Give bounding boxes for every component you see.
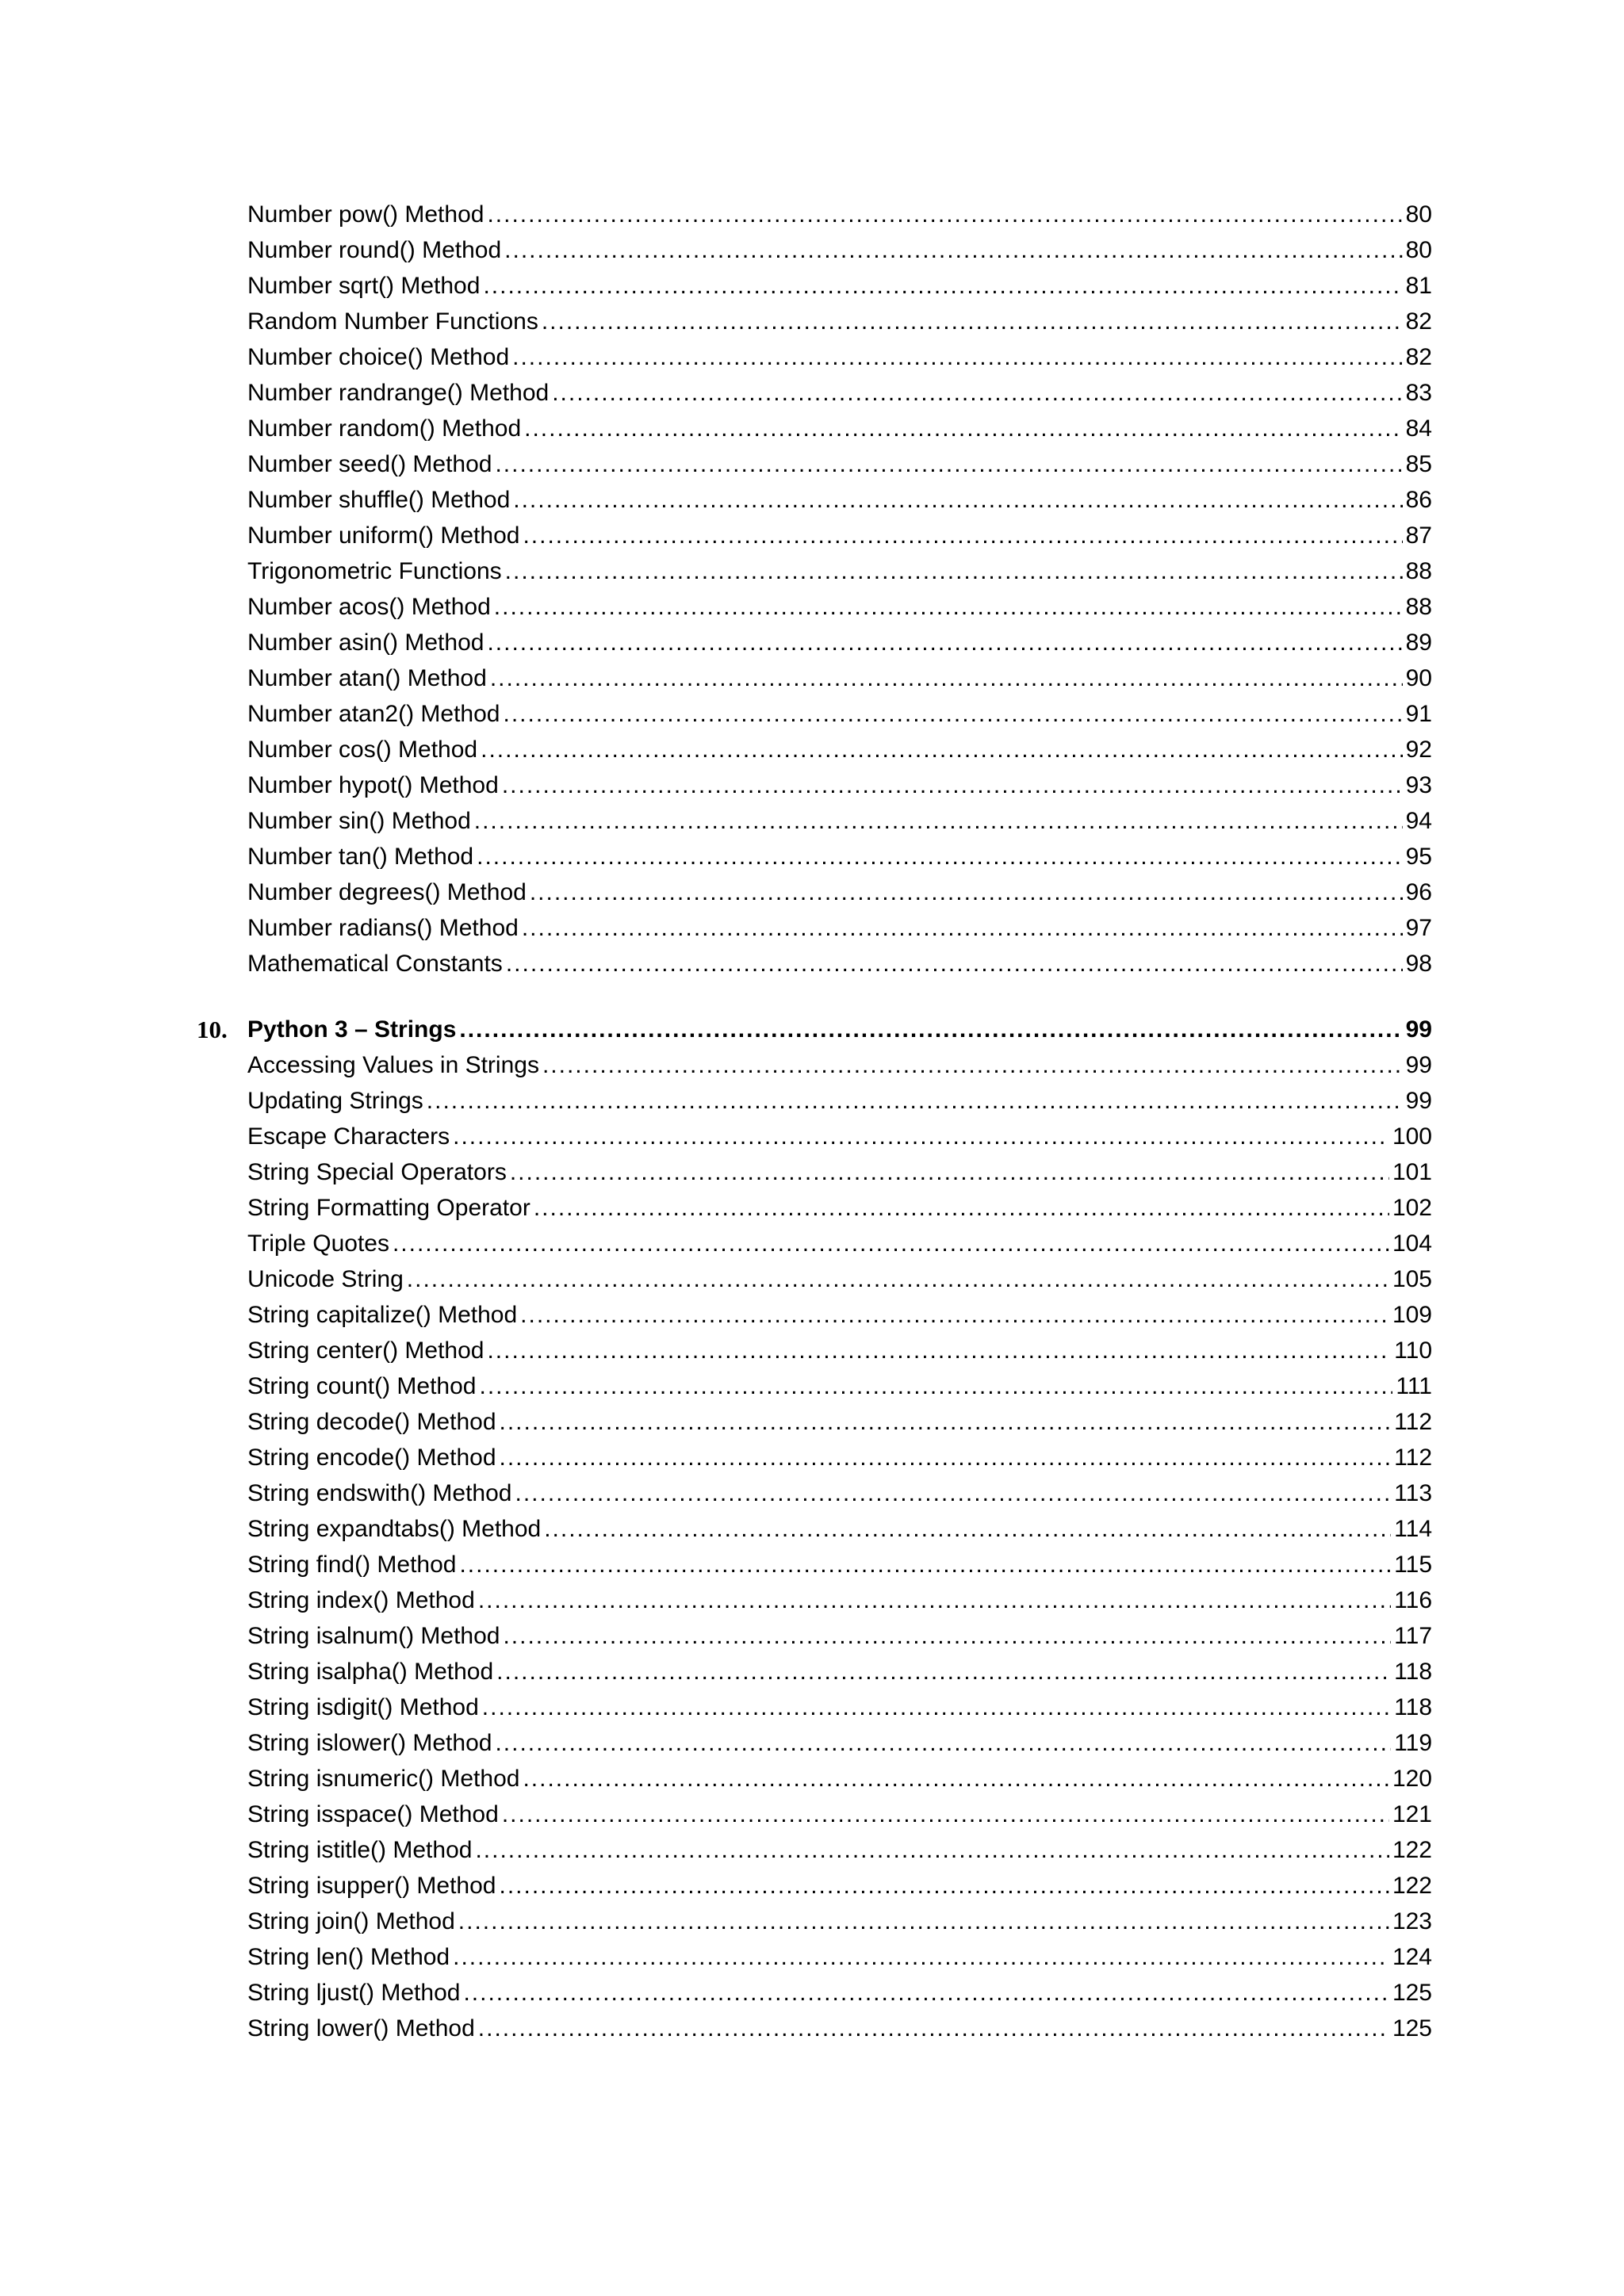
toc-entry-page-number: 100 [1392, 1123, 1432, 1150]
toc-entry[interactable] [197, 625, 1432, 660]
dot-leader [482, 1689, 1391, 1725]
toc-entry[interactable] [197, 1226, 1432, 1261]
toc-entry-page-number: 91 [1405, 701, 1432, 727]
toc-entry-title: String center() Method [247, 1337, 485, 1364]
toc-entry[interactable] [197, 874, 1432, 910]
dot-leader [490, 660, 1403, 696]
dot-leader [496, 1654, 1391, 1689]
toc-entry-title: String islower() Method [247, 1730, 492, 1756]
dot-leader [552, 375, 1402, 411]
chapter-number: 10. [197, 1016, 228, 1043]
toc-entry-title: String find() Method [247, 1552, 457, 1578]
toc-entry[interactable] [197, 1547, 1432, 1582]
toc-entry-title: Number randrange() Method [247, 380, 550, 406]
toc-entry-title: String ljust() Method [247, 1980, 461, 2006]
toc-entry-page-number: 86 [1405, 487, 1432, 513]
dot-leader [463, 1975, 1389, 2011]
toc-entry-page-number: 101 [1392, 1159, 1432, 1185]
toc-entry-page-number: 82 [1405, 308, 1432, 335]
dot-leader [515, 1475, 1392, 1511]
toc-entry[interactable] [197, 767, 1432, 803]
toc-entry-page-number: 114 [1394, 1516, 1432, 1542]
toc-entry-title: Updating Strings [247, 1088, 423, 1114]
toc-entry-page-number: 123 [1392, 1908, 1432, 1934]
toc-entry[interactable] [197, 411, 1432, 446]
toc-entry[interactable] [197, 1975, 1432, 2011]
dot-leader [495, 1725, 1391, 1761]
toc-entry-title: Number hypot() Method [247, 772, 499, 798]
dot-leader [502, 1797, 1389, 1832]
toc-entry[interactable] [197, 1832, 1432, 1868]
dot-leader [513, 482, 1402, 518]
table-of-contents [197, 197, 1432, 2046]
dot-leader [542, 1047, 1403, 1083]
toc-entry[interactable] [197, 589, 1432, 625]
toc-entry-title: String lower() Method [247, 2015, 475, 2042]
toc-entry[interactable] [197, 304, 1432, 339]
toc-entry-title: Number round() Method [247, 237, 502, 263]
dot-leader [453, 1939, 1389, 1975]
toc-entry-title: String decode() Method [247, 1409, 496, 1435]
toc-entry-page-number: 112 [1394, 1445, 1432, 1471]
toc-entry[interactable] [197, 1868, 1432, 1904]
dot-leader [479, 1368, 1392, 1404]
toc-entry[interactable] [197, 1725, 1432, 1761]
dot-leader [530, 874, 1403, 910]
toc-entry-page-number: 85 [1405, 451, 1432, 477]
toc-entry-title: String count() Method [247, 1373, 477, 1399]
toc-entry[interactable] [197, 660, 1432, 696]
toc-entry-title: Number atan2() Method [247, 701, 500, 727]
toc-entry-page-number: 82 [1405, 344, 1432, 370]
toc-entry[interactable] [197, 1047, 1432, 1083]
toc-entry[interactable] [197, 1689, 1432, 1725]
toc-entry[interactable] [197, 232, 1432, 268]
dot-leader [458, 1904, 1389, 1939]
toc-entry-title: Unicode String [247, 1266, 404, 1292]
toc-entry-title: String istitle() Method [247, 1837, 473, 1863]
toc-entry[interactable] [197, 553, 1432, 589]
toc-entry-page-number: 80 [1405, 237, 1432, 263]
toc-entry-page-number: 121 [1392, 1801, 1432, 1827]
toc-entry[interactable] [197, 1475, 1432, 1511]
toc-entry-page-number: 98 [1405, 951, 1432, 977]
dot-leader [478, 1582, 1391, 1618]
toc-entry[interactable] [197, 197, 1432, 232]
dot-leader [503, 1618, 1391, 1654]
toc-entry-page-number: 117 [1394, 1623, 1432, 1649]
chapter-title: Python 3 – Strings [247, 1016, 457, 1043]
toc-entry[interactable] [197, 1261, 1432, 1297]
toc-entry-title: Random Number Functions [247, 308, 538, 335]
toc-entry-page-number: 80 [1405, 201, 1432, 228]
dot-leader [478, 2011, 1389, 2046]
toc-entry-title: Number uniform() Method [247, 522, 520, 549]
dot-leader [502, 767, 1403, 803]
dot-leader [495, 446, 1402, 482]
toc-entry-page-number: 99 [1405, 1088, 1432, 1114]
toc-entry-title: String Formatting Operator [247, 1195, 530, 1221]
toc-entry-page-number: 99 [1405, 1052, 1432, 1078]
toc-entry-title: Mathematical Constants [247, 951, 503, 977]
toc-entry[interactable] [197, 839, 1432, 874]
toc-entry-page-number: 122 [1392, 1873, 1432, 1899]
toc-entry-page-number: 88 [1405, 594, 1432, 620]
dot-leader [523, 1761, 1388, 1797]
toc-entry-title: String isspace() Method [247, 1801, 499, 1827]
toc-entry[interactable] [197, 1119, 1432, 1154]
toc-entry-page-number: 92 [1405, 737, 1432, 763]
toc-entry-title: Number seed() Method [247, 451, 492, 477]
toc-entry[interactable] [197, 1154, 1432, 1190]
toc-entry-title: Number acos() Method [247, 594, 491, 620]
dot-leader [504, 232, 1402, 268]
toc-entry-title: String Special Operators [247, 1159, 507, 1185]
toc-entry-page-number: 105 [1392, 1266, 1432, 1292]
toc-entry[interactable] [197, 1083, 1432, 1119]
toc-entry-page-number: 87 [1405, 522, 1432, 549]
toc-entry[interactable] [197, 446, 1432, 482]
dot-leader [481, 732, 1403, 767]
toc-entry-title: String encode() Method [247, 1445, 496, 1471]
dot-leader [487, 625, 1402, 660]
toc-entry-page-number: 89 [1405, 629, 1432, 656]
dot-leader [520, 1297, 1389, 1333]
toc-entry-page-number: 118 [1394, 1659, 1432, 1685]
toc-entry-page-number: 124 [1392, 1944, 1432, 1970]
toc-entry[interactable] [197, 803, 1432, 839]
toc-entry[interactable] [197, 946, 1432, 982]
chapter-page-number: 99 [1405, 1016, 1432, 1043]
toc-entry-title: String isupper() Method [247, 1873, 496, 1899]
toc-section-numbers [197, 197, 1432, 982]
toc-entry-title: String isalpha() Method [247, 1659, 494, 1685]
dot-leader [393, 1226, 1389, 1261]
toc-entry-page-number: 97 [1405, 915, 1432, 941]
toc-entry[interactable] [197, 1582, 1432, 1618]
toc-entry-page-number: 125 [1392, 1980, 1432, 2006]
toc-entry-page-number: 95 [1405, 844, 1432, 870]
dot-leader [483, 268, 1402, 304]
dot-leader [459, 1547, 1391, 1582]
toc-entry-page-number: 122 [1392, 1837, 1432, 1863]
toc-entry-title: Number sin() Method [247, 808, 471, 834]
dot-leader [505, 553, 1403, 589]
dot-leader [510, 1154, 1389, 1190]
dot-leader [512, 339, 1402, 375]
toc-entry-title: String isalnum() Method [247, 1623, 500, 1649]
dot-leader [487, 197, 1402, 232]
toc-entry[interactable] [197, 482, 1432, 518]
toc-entry-title: Number random() Method [247, 415, 522, 442]
toc-entry[interactable] [197, 339, 1432, 375]
toc-entry[interactable] [197, 1904, 1432, 1939]
toc-entry[interactable] [197, 1761, 1432, 1797]
toc-entry-page-number: 93 [1405, 772, 1432, 798]
dot-leader [477, 839, 1403, 874]
dot-leader [453, 1119, 1389, 1154]
toc-entry-title: Number degrees() Method [247, 879, 527, 905]
toc-entry-title: Trigonometric Functions [247, 558, 502, 584]
dot-leader [524, 411, 1402, 446]
toc-entry[interactable] [197, 1297, 1432, 1333]
toc-entry-page-number: 118 [1394, 1694, 1432, 1720]
toc-entry[interactable] [197, 518, 1432, 553]
dot-leader [499, 1868, 1388, 1904]
toc-entry[interactable] [197, 1511, 1432, 1547]
toc-entry-title: String isdigit() Method [247, 1694, 479, 1720]
toc-entry-title: Triple Quotes [247, 1230, 389, 1257]
toc-entry-title: String index() Method [247, 1587, 475, 1613]
dot-leader [504, 696, 1403, 732]
dot-leader [544, 1511, 1391, 1547]
toc-entry-title: Number tan() Method [247, 844, 474, 870]
toc-entry-title: String capitalize() Method [247, 1302, 518, 1328]
toc-entry-page-number: 111 [1396, 1373, 1432, 1399]
dot-leader [494, 589, 1403, 625]
toc-entry-page-number: 115 [1394, 1552, 1432, 1578]
toc-entry-page-number: 110 [1394, 1337, 1432, 1364]
toc-entry[interactable] [197, 1190, 1432, 1226]
toc-entry[interactable] [197, 1368, 1432, 1404]
toc-entry-title: Number sqrt() Method [247, 273, 481, 299]
dot-leader [407, 1261, 1389, 1297]
toc-entry-page-number: 84 [1405, 415, 1432, 442]
toc-entry-page-number: 109 [1392, 1302, 1432, 1328]
dot-leader [534, 1190, 1389, 1226]
toc-chapter-heading[interactable] [197, 1012, 1432, 1047]
toc-entry-title: Number asin() Method [247, 629, 485, 656]
toc-entry-page-number: 104 [1392, 1230, 1432, 1257]
toc-entry-page-number: 119 [1394, 1730, 1432, 1756]
toc-entry-page-number: 125 [1392, 2015, 1432, 2042]
toc-entry-page-number: 112 [1394, 1409, 1432, 1435]
toc-entry[interactable] [197, 1440, 1432, 1475]
toc-entry-page-number: 83 [1405, 380, 1432, 406]
dot-leader [522, 910, 1403, 946]
toc-section-strings [197, 1047, 1432, 2046]
toc-entry[interactable] [197, 1939, 1432, 1975]
toc-entry-title: String join() Method [247, 1908, 455, 1934]
toc-entry-title: String expandtabs() Method [247, 1516, 542, 1542]
toc-entry[interactable] [197, 1404, 1432, 1440]
toc-entry-page-number: 120 [1392, 1766, 1432, 1792]
toc-entry[interactable] [197, 268, 1432, 304]
dot-leader [500, 1404, 1392, 1440]
toc-entry[interactable] [197, 1654, 1432, 1689]
toc-entry-title: Number choice() Method [247, 344, 510, 370]
dot-leader [487, 1333, 1391, 1368]
toc-entry-page-number: 96 [1405, 879, 1432, 905]
toc-entry-page-number: 81 [1405, 273, 1432, 299]
toc-entry[interactable] [197, 1618, 1432, 1654]
toc-entry-title: Number cos() Method [247, 737, 478, 763]
toc-entry-title: Escape Characters [247, 1123, 450, 1150]
dot-leader [500, 1440, 1392, 1475]
toc-entry[interactable] [197, 696, 1432, 732]
toc-entry-title: Number shuffle() Method [247, 487, 511, 513]
toc-entry-page-number: 102 [1392, 1195, 1432, 1221]
dot-leader [523, 518, 1402, 553]
toc-entry-title: String endswith() Method [247, 1480, 512, 1506]
toc-entry-page-number: 116 [1394, 1587, 1432, 1613]
toc-entry-page-number: 90 [1405, 665, 1432, 691]
toc-entry-page-number: 113 [1394, 1480, 1432, 1506]
toc-entry-title: Number pow() Method [247, 201, 485, 228]
toc-entry-title: Number radians() Method [247, 915, 519, 941]
toc-entry[interactable] [197, 1797, 1432, 1832]
dot-leader [459, 1012, 1402, 1047]
dot-leader [506, 946, 1403, 982]
toc-entry[interactable] [197, 732, 1432, 767]
dot-leader [475, 1832, 1389, 1868]
dot-leader [427, 1083, 1403, 1119]
toc-entry-title: String len() Method [247, 1944, 450, 1970]
toc-entry-title: Number atan() Method [247, 665, 487, 691]
toc-entry-title: String isnumeric() Method [247, 1766, 520, 1792]
dot-leader [542, 304, 1403, 339]
toc-entry-page-number: 94 [1405, 808, 1432, 834]
dot-leader [474, 803, 1403, 839]
toc-entry-title: Accessing Values in Strings [247, 1052, 539, 1078]
toc-entry[interactable] [197, 910, 1432, 946]
toc-entry[interactable] [197, 375, 1432, 411]
toc-entry[interactable] [197, 2011, 1432, 2046]
toc-entry[interactable] [197, 1333, 1432, 1368]
toc-entry-page-number: 88 [1405, 558, 1432, 584]
